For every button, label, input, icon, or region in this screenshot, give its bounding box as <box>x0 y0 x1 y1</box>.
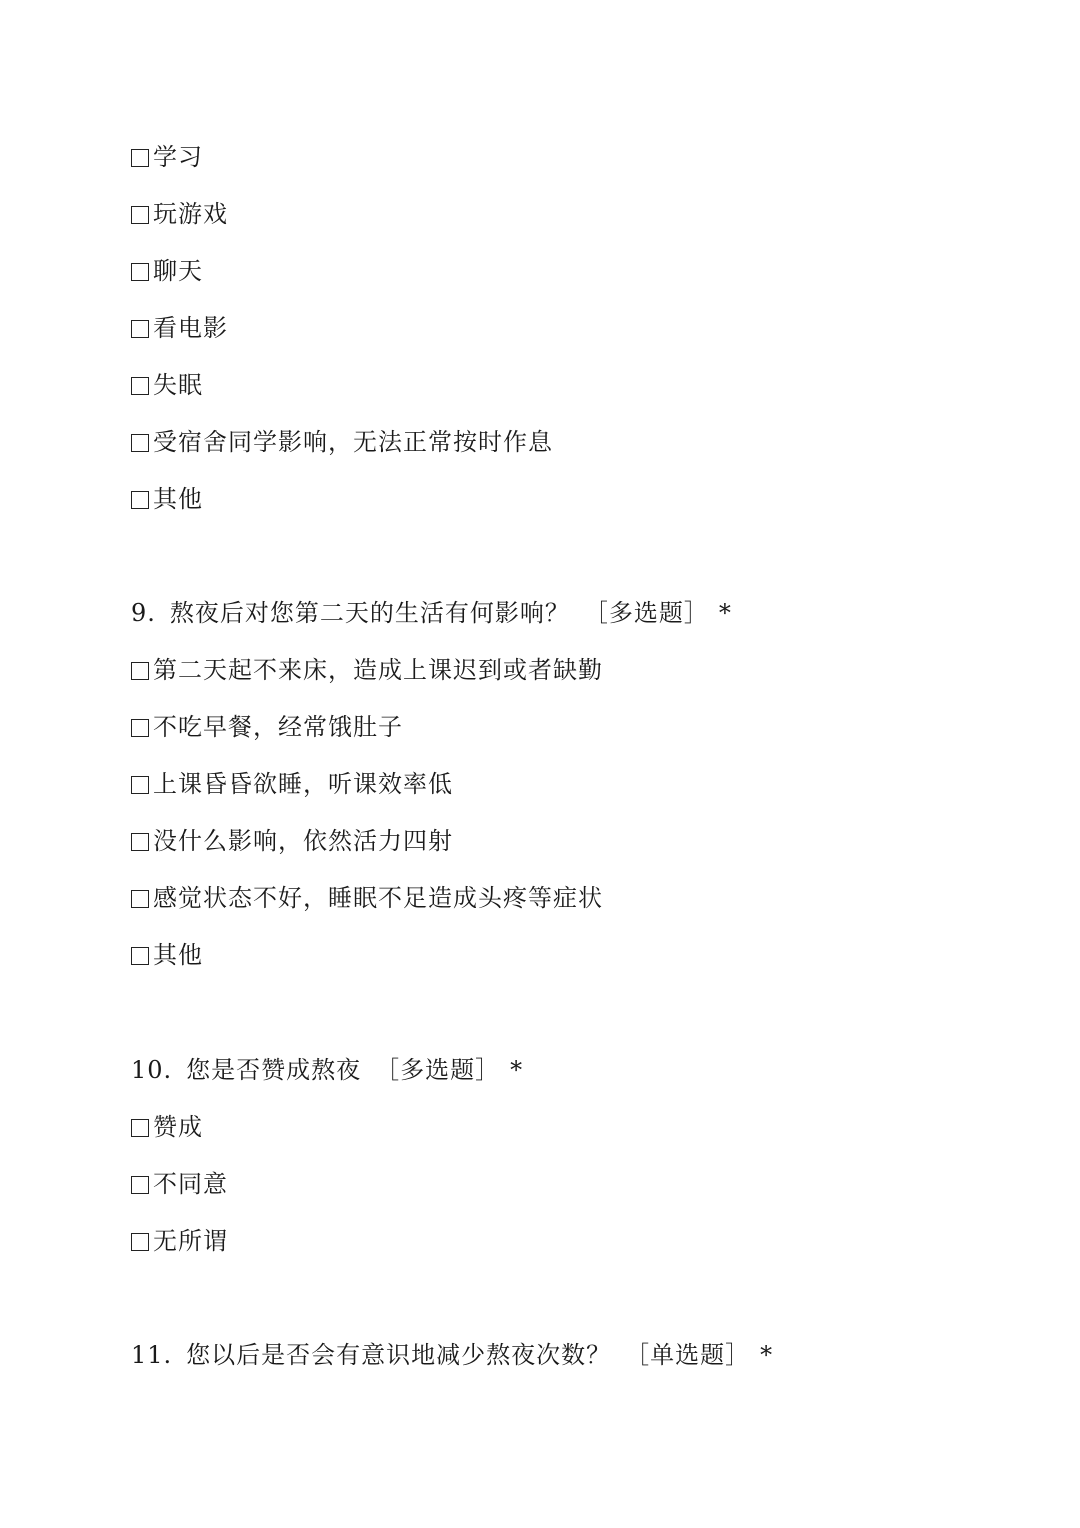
option-label: 上课昏昏欲睡，听课效率低 <box>153 770 453 798</box>
checkbox-option[interactable] <box>131 426 553 458</box>
question-10-title <box>131 1054 523 1086</box>
question-number: 11. <box>131 1341 173 1369</box>
checkbox-option[interactable] <box>131 1168 228 1200</box>
checkbox-option[interactable] <box>131 711 403 743</box>
question-type-tag: ［多选题］ <box>375 1056 501 1084</box>
checkbox-icon[interactable] <box>131 1119 149 1137</box>
checkbox-option[interactable] <box>131 483 203 515</box>
option-label: 没什么影响，依然活力四射 <box>153 827 453 855</box>
checkbox-icon[interactable] <box>131 719 149 737</box>
option-label: 感觉状态不好，睡眠不足造成头疼等症状 <box>153 884 603 912</box>
question-text: 您是否赞成熬夜 <box>186 1056 362 1084</box>
option-label: 聊天 <box>153 257 203 285</box>
checkbox-option[interactable] <box>131 939 203 971</box>
checkbox-icon[interactable] <box>131 149 149 167</box>
question-9-title <box>131 597 732 629</box>
checkbox-option[interactable] <box>131 198 228 230</box>
checkbox-option[interactable] <box>131 768 453 800</box>
checkbox-icon[interactable] <box>131 833 149 851</box>
option-label: 受宿舍同学影响，无法正常按时作息 <box>153 428 553 456</box>
required-marker: * <box>510 1056 524 1084</box>
checkbox-option[interactable] <box>131 141 203 173</box>
checkbox-icon[interactable] <box>131 890 149 908</box>
checkbox-option[interactable] <box>131 825 453 857</box>
question-text: 您以后是否会有意识地减少熬夜次数？ <box>186 1341 612 1369</box>
option-label: 玩游戏 <box>153 200 228 228</box>
option-label: 赞成 <box>153 1113 203 1141</box>
checkbox-option[interactable] <box>131 1225 228 1257</box>
option-label: 第二天起不来床，造成上课迟到或者缺勤 <box>153 656 603 684</box>
question-number: 9. <box>131 599 156 627</box>
checkbox-option[interactable] <box>131 255 203 287</box>
checkbox-icon[interactable] <box>131 263 149 281</box>
option-label: 其他 <box>153 485 203 513</box>
checkbox-icon[interactable] <box>131 662 149 680</box>
checkbox-option[interactable] <box>131 312 228 344</box>
option-label: 失眠 <box>153 371 203 399</box>
checkbox-icon[interactable] <box>131 776 149 794</box>
option-label: 其他 <box>153 941 203 969</box>
question-number: 10. <box>131 1056 173 1084</box>
question-type-tag: ［单选题］ <box>625 1341 751 1369</box>
checkbox-icon[interactable] <box>131 320 149 338</box>
checkbox-icon[interactable] <box>131 434 149 452</box>
checkbox-option[interactable] <box>131 882 603 914</box>
question-type-tag: ［多选题］ <box>583 599 709 627</box>
option-label: 学习 <box>153 143 203 171</box>
checkbox-icon[interactable] <box>131 377 149 395</box>
question-text: 熬夜后对您第二天的生活有何影响？ <box>169 599 570 627</box>
checkbox-icon[interactable] <box>131 1176 149 1194</box>
checkbox-icon[interactable] <box>131 947 149 965</box>
checkbox-option[interactable] <box>131 369 203 401</box>
question-11-title <box>131 1339 773 1371</box>
required-marker: * <box>760 1341 774 1369</box>
option-label: 不同意 <box>153 1170 228 1198</box>
checkbox-icon[interactable] <box>131 206 149 224</box>
checkbox-icon[interactable] <box>131 1233 149 1251</box>
option-label: 无所谓 <box>153 1227 228 1255</box>
checkbox-icon[interactable] <box>131 491 149 509</box>
required-marker: * <box>718 599 732 627</box>
option-label: 不吃早餐，经常饿肚子 <box>153 713 403 741</box>
option-label: 看电影 <box>153 314 228 342</box>
checkbox-option[interactable] <box>131 654 603 686</box>
checkbox-option[interactable] <box>131 1111 203 1143</box>
